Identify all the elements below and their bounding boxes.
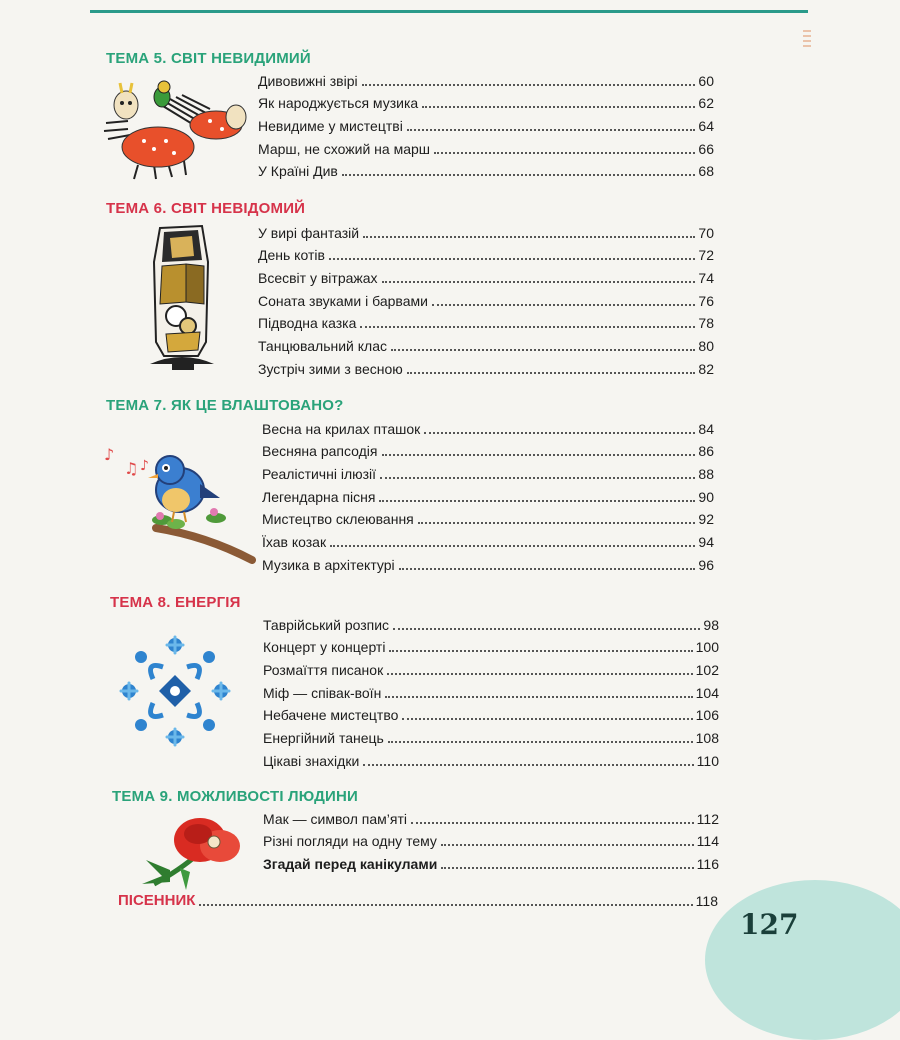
toc-entry[interactable] — [258, 218, 714, 241]
dot-leader — [391, 339, 695, 351]
toc-entry[interactable] — [263, 610, 719, 633]
songbook-title: ПІСЕННИК — [118, 892, 196, 909]
entry-title: Весняна рапсодія — [262, 443, 378, 460]
entry-title: Реалістичні ілюзії — [262, 466, 377, 483]
section-title: ТЕМА 9. МОЖЛИВОСТІ ЛЮДИНИ — [112, 788, 358, 805]
entry-page: 66 — [698, 140, 714, 157]
svg-text:♫: ♫ — [124, 459, 139, 478]
entry-page: 74 — [698, 270, 714, 287]
toc-entry[interactable] — [262, 459, 714, 482]
dot-leader — [441, 834, 694, 846]
top-rule — [90, 10, 808, 13]
entry-page: 106 — [695, 707, 719, 724]
toc-entry[interactable] — [262, 414, 714, 437]
entry-title: Як народжується музика — [258, 95, 419, 112]
entry-page: 114 — [696, 833, 719, 850]
entry-title: У вирі фантазій — [258, 224, 360, 241]
dot-leader — [393, 618, 700, 630]
section-title: ТЕМА 5. СВІТ НЕВИДИМИЙ — [106, 50, 311, 67]
entry-page: 80 — [698, 338, 714, 355]
entry-page: 62 — [698, 95, 714, 112]
entry-page: 72 — [698, 247, 714, 264]
entry-title: У Країні Див — [258, 163, 338, 180]
dot-leader — [418, 512, 696, 524]
entry-title: Всесвіт у вітражах — [258, 270, 378, 287]
entry-title: Їхав козак — [262, 534, 327, 551]
dot-leader — [330, 535, 695, 547]
dot-leader — [382, 444, 696, 456]
entry-page: 64 — [698, 118, 714, 135]
toc-entry[interactable] — [258, 331, 714, 354]
entry-title: Концерт у концерті — [263, 639, 386, 656]
entry-page: 84 — [698, 420, 714, 437]
entry-title: Марш, не схожий на марш — [258, 140, 431, 157]
dot-leader — [407, 119, 696, 131]
entry-page: 98 — [703, 616, 719, 633]
entry-page: 116 — [696, 856, 719, 873]
toc-list — [258, 218, 714, 377]
toc-entry[interactable] — [258, 241, 714, 264]
entry-page: 90 — [698, 488, 714, 505]
entry-title: Мистецтво склеювання — [262, 511, 414, 528]
entry-title: Мак — символ пам’яті — [263, 810, 407, 827]
entry-page: 96 — [698, 556, 714, 573]
entry-title: Розмаїття писанок — [263, 662, 384, 679]
entry-title: Весна на крилах пташок — [262, 420, 421, 437]
toc-entry[interactable] — [258, 134, 714, 157]
dot-leader — [407, 362, 696, 374]
dot-leader — [387, 663, 692, 675]
entry-title: Таврійський розпис — [263, 616, 390, 633]
entry-title: Міф — співак-воїн — [263, 684, 382, 701]
dot-leader — [342, 164, 696, 176]
entry-page: 104 — [695, 684, 719, 701]
toc-entry[interactable] — [258, 157, 714, 180]
entry-title: Соната звуками і барвами — [258, 292, 428, 309]
toc-entry[interactable] — [263, 678, 719, 701]
poppy-flower-illustration — [140, 810, 250, 890]
dot-leader — [199, 894, 692, 906]
toc-entry[interactable] — [262, 437, 714, 460]
entry-title: Цікаві знахідки — [263, 752, 360, 769]
dot-leader — [362, 74, 696, 86]
songbook-page: 118 — [695, 893, 718, 909]
entry-page: 112 — [696, 810, 719, 827]
dot-leader — [382, 271, 696, 283]
dot-leader — [363, 226, 695, 238]
dot-leader — [363, 754, 693, 766]
entry-page: 88 — [698, 466, 714, 483]
toc-entry[interactable] — [263, 723, 719, 746]
entry-page: 86 — [698, 443, 714, 460]
dot-leader — [388, 731, 693, 743]
stained-glass-figure-illustration — [142, 222, 222, 378]
toc-entry[interactable] — [258, 354, 714, 377]
entry-title: Музика в архітектурі — [262, 556, 395, 573]
entry-page: 108 — [695, 730, 719, 747]
dot-leader — [422, 96, 695, 108]
toc-list — [263, 804, 719, 872]
toc-entry[interactable] — [258, 66, 714, 89]
songbook-entry[interactable] — [118, 889, 718, 909]
entry-page: 102 — [695, 662, 719, 679]
dot-leader — [385, 686, 692, 698]
toc-entry[interactable] — [263, 804, 719, 827]
entry-page: 60 — [698, 72, 714, 89]
toc-list — [262, 414, 714, 573]
dot-leader — [432, 294, 696, 306]
dot-leader — [411, 812, 694, 824]
dot-leader — [380, 467, 695, 479]
dot-leader — [389, 640, 692, 652]
toc-list — [258, 66, 714, 179]
page-number-badge — [705, 880, 900, 1040]
section-title: ТЕМА 6. СВІТ НЕВІДОМИЙ — [106, 200, 306, 217]
entry-title: Енергійний танець — [263, 730, 384, 747]
dot-leader — [441, 857, 693, 869]
toc-entry[interactable] — [262, 527, 714, 550]
dot-leader — [399, 558, 696, 570]
toc-entry[interactable] — [263, 827, 719, 850]
toc-entry[interactable] — [258, 263, 714, 286]
entry-page: 110 — [696, 752, 719, 769]
entry-title: Легендарна пісня — [262, 488, 376, 505]
toc-entry[interactable] — [258, 89, 714, 112]
entry-title: Підводна казка — [258, 315, 357, 332]
toc-entry[interactable] — [263, 633, 719, 656]
entry-title: День котів — [258, 247, 325, 264]
section-title: ТЕМА 7. ЯК ЦЕ ВЛАШТОВАНО? — [106, 397, 344, 414]
toc-entry[interactable] — [262, 550, 714, 573]
toc-list — [263, 610, 719, 769]
dot-leader — [379, 490, 695, 502]
toc-entry[interactable] — [258, 111, 714, 134]
svg-text:♪: ♪ — [140, 458, 149, 474]
entry-title: Зустріч зими з весною — [258, 360, 403, 377]
margin-marks — [803, 30, 811, 50]
entry-title: Згадай перед канікулами — [263, 856, 438, 873]
dot-leader — [402, 708, 692, 720]
entry-page: 82 — [698, 360, 714, 377]
entry-page: 76 — [698, 292, 714, 309]
dot-leader — [360, 316, 695, 328]
fantastic-beasts-illustration — [98, 75, 248, 183]
entry-title: Небачене мистецтво — [263, 707, 399, 724]
toc-entry[interactable] — [262, 482, 714, 505]
entry-page: 68 — [698, 163, 714, 180]
toc-entry[interactable] — [263, 701, 719, 724]
toc-entry[interactable] — [258, 309, 714, 332]
entry-title: Невидиме у мистецтві — [258, 118, 403, 135]
blue-ornament-illustration — [110, 628, 240, 754]
dot-leader — [329, 248, 696, 260]
svg-text:♪: ♪ — [104, 445, 115, 464]
toc-entry[interactable] — [262, 505, 714, 528]
singing-bird-illustration — [96, 440, 256, 564]
entry-page: 70 — [698, 224, 714, 241]
entry-page: 94 — [698, 534, 714, 551]
entry-title: Танцювальний клас — [258, 338, 387, 355]
dot-leader — [434, 142, 695, 154]
entry-title: Різні погляди на одну тему — [263, 833, 437, 850]
entry-page: 100 — [695, 639, 719, 656]
page-number: 127 — [740, 908, 799, 941]
toc-entry[interactable] — [263, 655, 719, 678]
toc-entry[interactable] — [263, 746, 719, 769]
entry-title: Дивовижні звірі — [258, 72, 358, 89]
toc-entry[interactable] — [263, 849, 719, 872]
dot-leader — [424, 422, 695, 434]
section-title: ТЕМА 8. ЕНЕРГІЯ — [110, 594, 241, 611]
toc-entry[interactable] — [258, 286, 714, 309]
entry-page: 92 — [698, 511, 714, 528]
entry-page: 78 — [698, 315, 714, 332]
